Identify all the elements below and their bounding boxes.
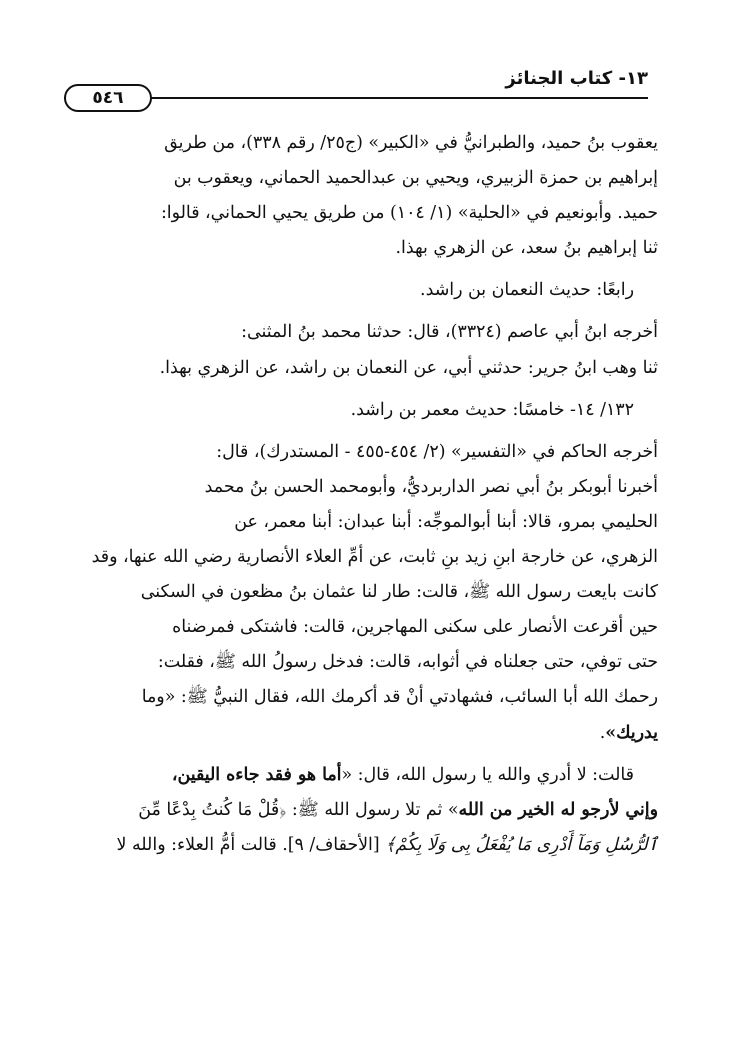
- bold-phrase: وإني لأرجو له الخير من الله: [458, 799, 658, 820]
- paragraph-3: [48, 315, 658, 385]
- text-line: [48, 793, 658, 828]
- text-line: أخرجه ابنُ أبي عاصم (٣٣٢٤)، قال: حدثنا محمد بنُ المثنى:: [241, 322, 658, 343]
- text-line: حين أقرعت الأنصار على سكنى المهاجرين، قالت: فاشتكى فمرضناه: [172, 617, 658, 638]
- text-run: قالت: لا أدري والله يا رسول الله، قال: «: [341, 764, 634, 785]
- text-line: [48, 716, 658, 751]
- paragraph-2: رابعًا: حديث النعمان بن راشد.: [420, 280, 634, 301]
- text-run: [الأحقاف/ ٩]. قالت أمُّ العلاء: والله لا: [116, 834, 386, 855]
- text-line: كانت بايعت رسول الله ﷺ، قالت: طار لنا عثمان بنُ مظعون في السكنى: [140, 582, 658, 603]
- bold-phrase: أما هو فقد جاءه اليقين،: [171, 764, 342, 785]
- paragraph-1: [48, 126, 658, 266]
- punctuation: .: [599, 722, 606, 743]
- quran-verse: ٱلرُّسُلِ وَمَآ أَدْرِى مَا يُفْعَلُ بِى وَلَا بِكُمْ﴾: [385, 834, 658, 855]
- text-line: ثنا إبراهيم بنُ سعد، عن الزهري بهذا.: [395, 238, 658, 259]
- chapter-title: ١٣- كتاب الجنائز: [505, 68, 648, 89]
- text-line: الزهري، عن خارجة ابنِ زيد بنِ ثابت، عن أمِّ العلاء الأنصارية رضي الله عنها، وقد: [91, 547, 658, 568]
- text-line: ثنا وهب ابنُ جرير: حدثني أبي، عن النعمان بن راشد، عن الزهري بهذا.: [159, 357, 658, 378]
- text-line: يعقوب بنُ حميد، والطبرانيُّ في «الكبير» (ج٢٥/ رقم ٣٣٨)، من طريق: [164, 133, 658, 153]
- paragraph-4: ١٣٢/ ١٤- خامسًا: حديث معمر بن راشد.: [350, 399, 634, 420]
- bold-phrase: يدريك»: [605, 722, 658, 743]
- text-line: رحمك الله أبا السائب، فشهادتي أنْ قد أكرمك الله، فقال النبيُّ ﷺ: «وما: [141, 687, 658, 708]
- text-run: » ثم تلا رسول الله ﷺ: ﴿قُلْ مَا كُنتُ بِدْعًا مِّنَ: [138, 799, 459, 820]
- text-line: [48, 828, 658, 863]
- text-line: حميد. وأبونعيم في «الحلية» (١/ ١٠٤) من طريق يحيي الحماني، قالوا:: [160, 203, 658, 224]
- page-header: [64, 60, 648, 108]
- paragraph-6: [48, 758, 658, 863]
- page-number: ٥٤٦: [64, 84, 152, 112]
- text-line: الحليمي بمرو، قالا: أبنا أبوالموجِّه: أبنا عبدان: أبنا معمر، عن: [234, 511, 658, 532]
- text-line: [48, 758, 658, 793]
- text-line: أخرجه الحاكم في «التفسير» (٢/ ٤٥٤-٤٥٥ - المستدرك)، قال:: [216, 441, 658, 462]
- paragraph-5: [48, 435, 658, 751]
- text-line: حتى توفي، حتى جعلناه في أثوابه، قالت: فدخل رسولُ الله ﷺ، فقلت:: [157, 652, 658, 673]
- text-line: إبراهيم بن حمزة الزبيري، ويحيي بن عبدالحميد الحماني، ويعقوب بن: [173, 168, 658, 189]
- text-line: أخبرنا أبوبكر بنُ أبي نصر الداربرديُّ، وأبومحمد الحسن بنُ محمد: [204, 476, 658, 497]
- page-body: [48, 126, 658, 870]
